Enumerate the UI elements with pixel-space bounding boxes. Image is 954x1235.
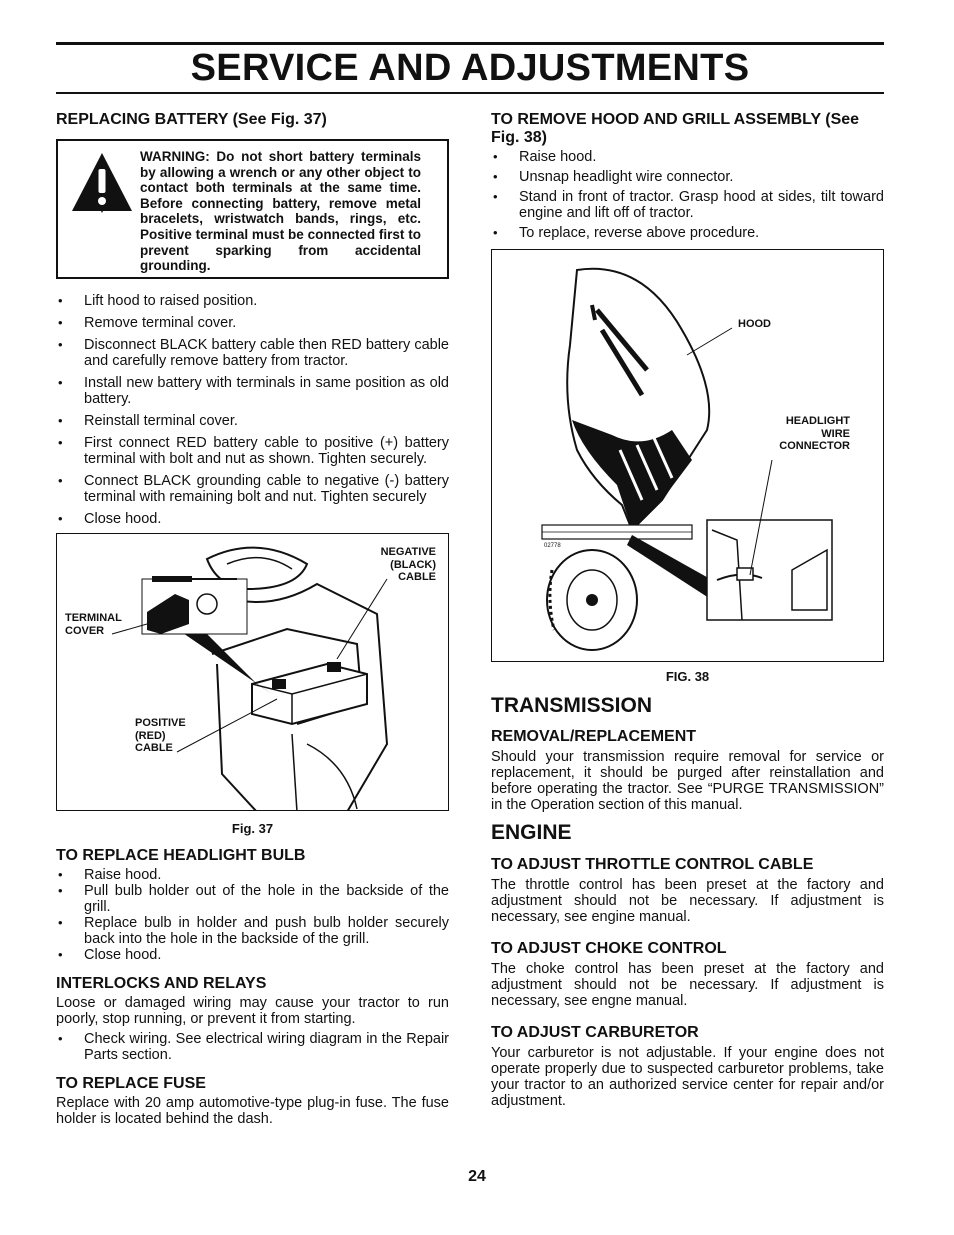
hood-illustration [492,250,884,662]
list-item: • Close hood. [56,947,449,963]
positive-cable-label: POSITIVE (RED) CABLE [135,717,186,754]
choke-heading: TO ADJUST CHOKE CONTROL [491,940,727,957]
list-item: • Check wiring. See electrical wiring diagram in the Repair Parts section. [56,1031,449,1063]
transmission-heading: TRANSMISSION [491,694,653,717]
list-item: • Remove terminal cover. [56,315,449,331]
carburetor-heading: TO ADJUST CARBURETOR [491,1024,699,1041]
list-item: • To replace, reverse above procedure. [491,225,884,241]
list-item: • Disconnect BLACK battery cable then RED battery cable and carefully remove battery from tractor. [56,337,449,369]
engine-heading: ENGINE [491,821,572,844]
list-item: • First connect RED battery cable to positive (+) battery terminal with bolt and nut as shown. Tighten securely. [56,435,449,467]
figure-38 [491,249,884,662]
list-item: • Replace bulb in holder and push bulb holder securely back into the hole in the backside of the grill. [56,915,449,947]
list-item: • Lift hood to raised position. [56,293,449,309]
removal-heading: REMOVAL/REPLACEMENT [491,728,697,745]
warning-text: WARNING: Do not short battery terminals by allowing a wrench or any other object to contact both terminals at the same time. Before connecting battery, remove metal bracelets, wristwatch bands, rings, etc. Positive terminal must be connected first to prevent sparking from accidental grounding. [140,149,421,274]
list-item: • Raise hood. [491,149,884,165]
list-item: • Install new battery with terminals in same position as old battery. [56,375,449,407]
list-item: • Raise hood. [56,867,449,883]
part-code: 02778 [544,543,561,549]
title-rule [56,92,884,94]
right-column [491,108,884,1109]
throttle-text: The throttle control has been preset at the factory and adjustment should not be necessary. If adjustment is necessary, see engine manual. [491,877,884,925]
hood-heading: TO REMOVE HOOD AND GRILL ASSEMBLY (See Fig. 38) [491,111,860,146]
page-number: 24 [468,1168,486,1185]
headlight-connector-label: HEADLIGHT WIRE CONNECTOR [779,415,850,452]
fuse-text: Replace with 20 amp automotive-type plug-in fuse. The fuse holder is located behind the dash. [56,1095,449,1127]
warning-box [56,139,449,279]
warning-icon [70,151,134,215]
carburetor-text: Your carburetor is not adjustable. If your engine does not operate properly due to suspected carburetor problems, take your tractor to an authorized service center for repair and/or adjustment. [491,1045,884,1109]
removal-text: Should your transmission require removal for service or replacement, it should be purged after reinstallation and before operating the tractor. See “PURGE TRANSMISSION” in the Operation section of this manual. [491,749,884,813]
list-item: • Unsnap headlight wire connector. [491,169,884,185]
terminal-cover-label: TERMINAL COVER [65,612,122,637]
hood-steps [491,149,884,241]
fig-37-caption: Fig. 37 [231,821,274,836]
top-rule [56,42,884,45]
figure-37 [56,533,449,811]
headlight-heading: TO REPLACE HEADLIGHT BULB [56,847,306,864]
page-title: SERVICE AND ADJUSTMENTS [190,47,750,89]
choke-text: The choke control has been preset at the factory and adjustment should not be necessary. If adjustment is necessary, see engne manual. [491,961,884,1009]
interlocks-heading: INTERLOCKS AND RELAYS [56,975,267,992]
list-item: • Close hood. [56,511,449,527]
fuse-heading: TO REPLACE FUSE [56,1075,206,1092]
throttle-heading: TO ADJUST THROTTLE CONTROL CABLE [491,856,814,873]
left-column [56,108,449,1127]
interlocks-steps [56,1031,449,1063]
list-item: • Connect BLACK grounding cable to negative (-) battery terminal with remaining bolt and nut. Tighten securely [56,473,449,505]
battery-steps [56,293,449,527]
negative-cable-label: NEGATIVE (BLACK) CABLE [380,546,436,583]
headlight-steps [56,867,449,963]
list-item: • Pull bulb holder out of the hole in the backside of the grill. [56,883,449,915]
battery-heading: REPLACING BATTERY (See Fig. 37) [56,111,327,128]
fig-38-caption: FIG. 38 [665,669,710,684]
list-item: • Stand in front of tractor. Grasp hood at sides, tilt toward engine and lift off of tractor. [491,189,884,221]
interlocks-text: Loose or damaged wiring may cause your tractor to run poorly, stop running, or prevent it from starting. [56,995,449,1027]
list-item: • Reinstall terminal cover. [56,413,449,429]
hood-label: HOOD [738,318,771,330]
